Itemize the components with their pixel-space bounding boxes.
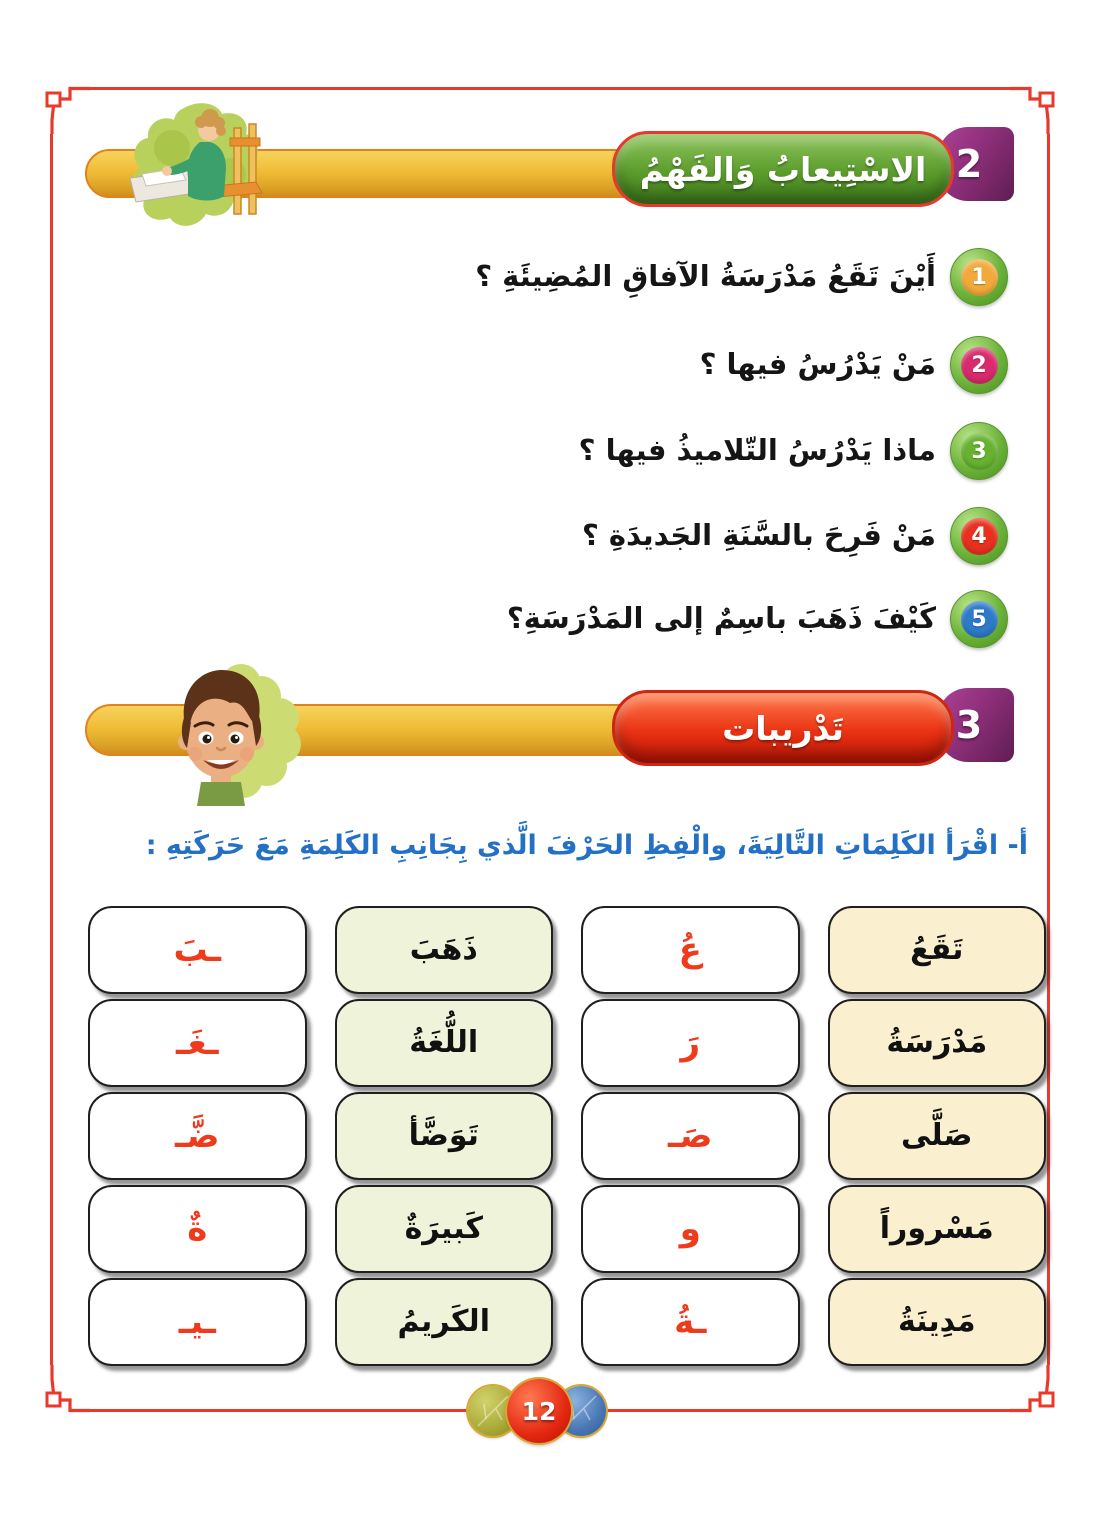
boy-face-illustration — [143, 656, 305, 806]
question-number-badge — [950, 507, 1008, 565]
word-card: مَدِينَةُ — [828, 1278, 1047, 1366]
section-number: 2 — [955, 142, 983, 186]
question-row — [507, 590, 1008, 648]
letter-card: ـبَ — [88, 906, 307, 994]
letter-card: ـةُ — [581, 1278, 800, 1366]
question-row — [475, 248, 1008, 306]
word-card: كَبيرَةٌ — [335, 1185, 554, 1273]
word-card: تَوَضَّأ — [335, 1092, 554, 1180]
frame-corner-ornament — [1010, 74, 1070, 134]
word-grid — [88, 906, 1046, 1366]
question-number-badge — [950, 336, 1008, 394]
frame-corner-ornament — [30, 74, 90, 134]
child-writing-illustration — [122, 98, 280, 240]
word-card: تَقَعُ — [828, 906, 1047, 994]
section-number: 3 — [955, 703, 983, 747]
letter-card: صَـ — [581, 1092, 800, 1180]
page-number-badge — [507, 1379, 571, 1443]
frame-border-right — [1047, 134, 1050, 1365]
question-number-badge — [950, 422, 1008, 480]
question-text: مَنْ فَرِحَ بالسَّنَةِ الجَديدَةِ ؟ — [581, 518, 936, 553]
question-row — [700, 336, 1008, 394]
comprehension-section-label — [612, 131, 954, 207]
frame-corner-ornament — [30, 1365, 90, 1425]
letter-card: و — [581, 1185, 800, 1273]
question-row — [579, 422, 1008, 480]
exercises-title: تَدْريبات — [722, 708, 844, 748]
question-text: مَنْ يَدْرُسُ فيها ؟ — [699, 347, 936, 382]
question-text: أَيْنَ تَقَعُ مَدْرَسَةُ الآفاقِ المُضِيئَةِ ؟ — [475, 259, 936, 294]
frame-border-left — [50, 134, 53, 1365]
question-number: 2 — [971, 352, 987, 378]
question-number: 1 — [971, 264, 987, 290]
question-number-badge — [950, 248, 1008, 306]
exercise-instruction: أ- اقْرَأ الكَلِمَاتِ التَّالِيَةَ، والْفِظِ الحَرْفَ الَّذي بِجَانِبِ الكَلِمَةِ مَعَ حَرَكَتِهِ : — [145, 830, 1028, 861]
comprehension-title: الاسْتِيعابُ وَالفَهْمُ — [639, 149, 927, 189]
frame-border-top — [89, 87, 1011, 90]
question-row — [582, 507, 1008, 565]
word-card: الكَريمُ — [335, 1278, 554, 1366]
word-card: مَسْروراً — [828, 1185, 1047, 1273]
letter-card: ةٌ — [88, 1185, 307, 1273]
question-number-badge — [950, 590, 1008, 648]
question-number: 3 — [971, 438, 987, 464]
question-number: 4 — [971, 523, 987, 549]
question-text: ماذا يَدْرُسُ التّلاميذُ فيها ؟ — [578, 433, 936, 468]
letter-card: رَ — [581, 999, 800, 1087]
word-card: اللُّغَةُ — [335, 999, 554, 1087]
letter-card: ـيـ — [88, 1278, 307, 1366]
frame-corner-ornament — [1010, 1365, 1070, 1425]
word-card: مَدْرَسَةُ — [828, 999, 1047, 1087]
exercises-section-label — [612, 690, 954, 766]
letter-card: ضَّـ — [88, 1092, 307, 1180]
word-card: صَلَّى — [828, 1092, 1047, 1180]
word-card: ذَهَبَ — [335, 906, 554, 994]
question-text: كَيْفَ ذَهَبَ باسِمٌ إلى المَدْرَسَةِ؟ — [506, 601, 936, 636]
letter-card: عُ — [581, 906, 800, 994]
letter-card: ـغَـ — [88, 999, 307, 1087]
question-number: 5 — [971, 606, 987, 632]
page-number: 12 — [521, 1396, 557, 1426]
